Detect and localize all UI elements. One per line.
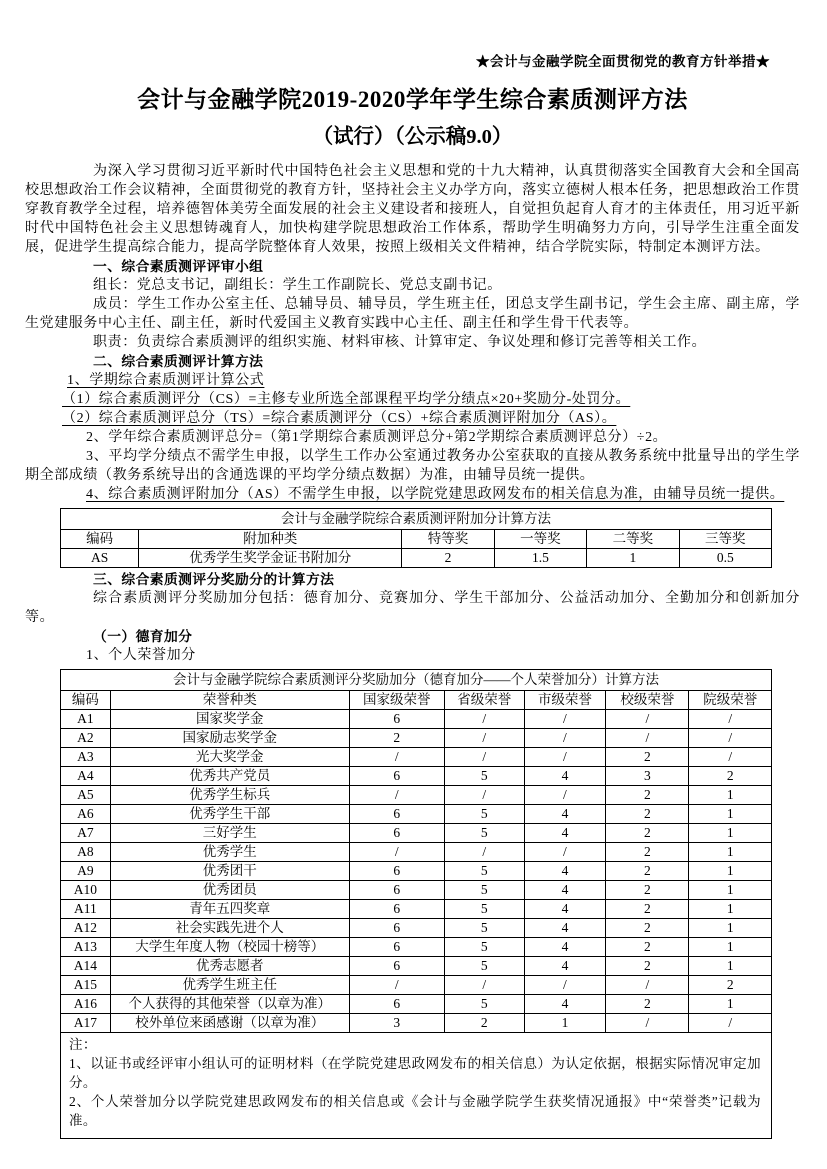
as-bonus-table [60,508,772,568]
table-row [61,710,772,729]
column-header: 三等奖 [679,530,771,549]
table-cell: / [349,786,444,805]
table-cell: / [524,843,606,862]
column-header: 市级荣誉 [524,691,606,710]
table-cell: 1 [689,881,772,900]
column-header: 一等奖 [494,530,586,549]
column-header: 省级荣誉 [444,691,524,710]
table-cell: 6 [349,919,444,938]
section2-item3: 3、平均学分绩点不需学生申报，以学生工作办公室通过教务办公室获取的直接从教务系统中批量导出的学生学期全部成绩（教务系统导出的含通选课的平均学分绩点数据）为准，由辅导员统一提供。 [25,449,800,483]
honor-bonus-table [60,669,772,1033]
document-subtitle: （试行）（公示稿9.0） [312,126,513,148]
table-row [61,748,772,767]
document-title: 会计与金融学院2019-2020学年学生综合素质测评方法 [137,87,688,112]
table-row [61,919,772,938]
table-cell: / [444,729,524,748]
table-cell: 1 [689,843,772,862]
table-cell: / [444,843,524,862]
section3-heading: 三、综合素质测评分奖励分的计算方法 [93,572,335,587]
table-cell: 6 [349,995,444,1014]
table-cell: 6 [349,957,444,976]
column-header: 编码 [61,530,139,549]
table-cell: 5 [444,957,524,976]
table-cell: / [444,976,524,995]
table-row [61,938,772,957]
table-cell: 青年五四奖章 [110,900,349,919]
table-cell: 1 [689,862,772,881]
table-cell: 2 [606,919,689,938]
table-cell: 2 [606,938,689,957]
table-header-row [61,691,772,710]
column-header: 编码 [61,691,111,710]
table-cell: / [524,786,606,805]
table-cell: 3 [349,1014,444,1033]
table-cell: 2 [606,862,689,881]
table-cell: 6 [349,767,444,786]
table-cell: 三好学生 [110,824,349,843]
table-cell: 2 [606,881,689,900]
table-cell: / [606,976,689,995]
honor-table-notes [60,1033,772,1139]
table-row [61,767,772,786]
table-cell: A3 [61,748,111,767]
table-cell: 5 [444,767,524,786]
note-item: 1、以证书或经评审小组认可的证明材料（在学院党建思政网发布的相关信息）为认定依据，根据实际情况审定加分。 [69,1056,761,1090]
table-cell: 1 [689,824,772,843]
table-cell: / [689,710,772,729]
table-cell: 2 [606,957,689,976]
section2-formula-ts: （2）综合素质测评总分（TS）=综合素质测评分（CS）+综合素质测评附加分（AS）。 [62,411,617,426]
table-cell: 2 [606,748,689,767]
table-cell: 2 [606,805,689,824]
table-cell: 4 [524,919,606,938]
table-cell: 优秀学生标兵 [110,786,349,805]
table-cell: A16 [61,995,111,1014]
table-cell: A14 [61,957,111,976]
table-cell: 0.5 [679,549,771,568]
table-title: 会计与金融学院综合素质测评附加分计算方法 [61,509,772,530]
table-cell: A1 [61,710,111,729]
table-cell: 6 [349,862,444,881]
section1-line-members: 成员：学生工作办公室主任、总辅导员、辅导员，学生班主任，团总支学生副书记，学生会主席、副主席，学生党建服务中心主任、副主任，新时代爱国主义教育实践中心主任、副主任和学生骨干代表等。 [25,297,800,331]
intro-paragraph: 为深入学习贯彻习近平新时代中国特色社会主义思想和党的十九大精神，认真贯彻落实全国教育大会和全国高校思想政治工作会议精神，全面贯彻党的教育方针，坚持社会主义办学方向，落实立德树人根本任务，把思想政治工作贯穿教育教学全过程，培养德智体美劳全面发展的社会主义建设者和接班人，自觉担负起育人育才的主体责任，用习近平新时代中国特色社会主义思想铸魂育人，加快构建学院思想政治工作体系，帮助学生明确努力方向，引导学生注重全面发展，促进学生提高综合能力，提高学院整体育人效果，按照上级相关文件精神，结合学院实际，特制定本测评方法。 [25,164,800,255]
section1-heading: 一、综合素质测评评审小组 [93,259,264,274]
section2-formula-cs: （1）综合素质测评分（CS）=主修专业所选全部课程平均学分绩点×20+奖励分-处罚分。 [62,392,631,407]
table-cell: 2 [444,1014,524,1033]
table-cell: A4 [61,767,111,786]
notes-label: 注： [69,1037,97,1052]
table-cell: A8 [61,843,111,862]
table-cell: 5 [444,862,524,881]
table-cell: A15 [61,976,111,995]
table-cell: 3 [606,767,689,786]
table-cell: / [444,786,524,805]
table-cell: 5 [444,938,524,957]
table-cell: 4 [524,881,606,900]
table-cell: 2 [402,549,494,568]
table-cell: / [349,843,444,862]
column-header: 院级荣誉 [689,691,772,710]
table-cell: 1 [689,900,772,919]
table-cell: 优秀学生干部 [110,805,349,824]
table-cell: 2 [606,843,689,862]
table-row [61,900,772,919]
table-row [61,843,772,862]
table-cell: 6 [349,805,444,824]
table-cell: 5 [444,805,524,824]
table-cell: 4 [524,995,606,1014]
section1-line-leader: 组长：党总支书记，副组长：学生工作副院长、党总支副书记。 [93,278,502,293]
section3-paragraph: 综合素质测评分奖励加分包括：德育加分、竞赛加分、学生干部加分、公益活动加分、全勤加分和创新加分等。 [25,591,800,625]
table-cell: A11 [61,900,111,919]
table-cell: A5 [61,786,111,805]
column-header: 校级荣誉 [606,691,689,710]
table-title-row [61,509,772,530]
note-item: 2、个人荣誉加分以学院党建思政网发布的相关信息或《会计与金融学院学生获奖情况通报》中“荣誉类”记载为准。 [69,1094,761,1128]
table-cell: 大学生年度人物（校园十榜等） [110,938,349,957]
notes-list [69,1054,761,1130]
table-cell: A13 [61,938,111,957]
section3-sub-heading: （一）德育加分 [93,629,193,644]
table-cell: 2 [606,995,689,1014]
table-cell: 国家励志奖学金 [110,729,349,748]
table-cell: A7 [61,824,111,843]
table-row [61,957,772,976]
table-cell: 2 [349,729,444,748]
table-row [61,995,772,1014]
section3-item: 1、个人荣誉加分 [86,648,196,663]
table-cell: 6 [349,938,444,957]
table-cell: 1 [689,786,772,805]
table-row [61,1014,772,1033]
header-slogan: ★会计与金融学院全面贯彻党的教育方针举措★ [476,54,770,69]
section2-item4: 4、综合素质测评附加分（AS）不需学生申报，以学院党建思政网发布的相关信息为准，由辅导员统一提供。 [86,487,785,502]
document-body [25,162,800,1139]
table-cell: AS [61,549,139,568]
table-cell: 优秀学生奖学金证书附加分 [139,549,402,568]
table-title: 会计与金融学院综合素质测评分奖励加分（德育加分——个人荣誉加分）计算方法 [61,670,772,691]
table-cell: 1 [587,549,679,568]
table-cell: 个人获得的其他荣誉（以章为准） [110,995,349,1014]
table-cell: / [349,748,444,767]
table-cell: 1 [689,995,772,1014]
table-cell: 2 [689,767,772,786]
table-row [61,881,772,900]
table-cell: A10 [61,881,111,900]
table-cell: 5 [444,900,524,919]
section2-heading: 二、综合素质测评计算方法 [93,354,264,369]
table-cell: 4 [524,957,606,976]
table-cell: 1 [689,938,772,957]
table-cell: 1 [689,919,772,938]
table-cell: 2 [689,976,772,995]
table-cell: 校外单位来函感谢（以章为准） [110,1014,349,1033]
table-cell: 国家奖学金 [110,710,349,729]
table-cell: 优秀团干 [110,862,349,881]
table-cell: / [524,729,606,748]
table-row [61,862,772,881]
table-cell: 2 [606,824,689,843]
table-cell: 2 [606,786,689,805]
table-row [61,824,772,843]
table-cell: A6 [61,805,111,824]
table-cell: 4 [524,805,606,824]
table-cell: / [444,710,524,729]
section2-item2: 2、学年综合素质测评总分=（第1学期综合素质测评总分+第2学期综合素质测评总分）÷2。 [86,430,668,445]
table-row [61,729,772,748]
table-cell: / [689,1014,772,1033]
table-cell: / [524,710,606,729]
table-cell: A12 [61,919,111,938]
table-cell: / [689,748,772,767]
table-row [61,976,772,995]
column-header: 荣誉种类 [110,691,349,710]
table-cell: / [689,729,772,748]
table-title-row [61,670,772,691]
table-header-row [61,530,772,549]
table-cell: / [606,1014,689,1033]
table-cell: 优秀志愿者 [110,957,349,976]
table-cell: / [444,748,524,767]
table-cell: 1 [689,805,772,824]
table-cell: 优秀共产党员 [110,767,349,786]
table-cell: 4 [524,938,606,957]
table-cell: 6 [349,824,444,843]
table-cell: 2 [606,900,689,919]
table-cell: 6 [349,710,444,729]
column-header: 二等奖 [587,530,679,549]
table-row [61,786,772,805]
table-cell: A2 [61,729,111,748]
table-cell: / [524,976,606,995]
table-cell: A9 [61,862,111,881]
table-cell: 5 [444,995,524,1014]
table-cell: A17 [61,1014,111,1033]
table-cell: 4 [524,824,606,843]
table-cell: 5 [444,881,524,900]
table-cell: 6 [349,900,444,919]
table-cell: 优秀团员 [110,881,349,900]
table-cell: 社会实践先进个人 [110,919,349,938]
table-cell: 1.5 [494,549,586,568]
column-header: 国家级荣誉 [349,691,444,710]
table-cell: 1 [524,1014,606,1033]
table-cell: 1 [689,957,772,976]
table-cell: 优秀学生 [110,843,349,862]
table-cell: 5 [444,919,524,938]
table-cell: 4 [524,862,606,881]
table-cell: / [524,748,606,767]
section1-line-duties: 职责：负责综合素质测评的组织实施、材料审核、计算审定、争议处理和修订完善等相关工作。 [93,335,707,350]
table-row [61,549,772,568]
table-row [61,805,772,824]
table-cell: 优秀学生班主任 [110,976,349,995]
table-cell: 4 [524,900,606,919]
table-cell: 6 [349,881,444,900]
column-header: 附加种类 [139,530,402,549]
section2-item1: 1、学期综合素质测评计算公式 [67,373,265,388]
table-cell: 光大奖学金 [110,748,349,767]
table-cell: 4 [524,767,606,786]
table-cell: / [606,729,689,748]
table-cell: / [606,710,689,729]
column-header: 特等奖 [402,530,494,549]
table-cell: / [349,976,444,995]
table-cell: 5 [444,824,524,843]
